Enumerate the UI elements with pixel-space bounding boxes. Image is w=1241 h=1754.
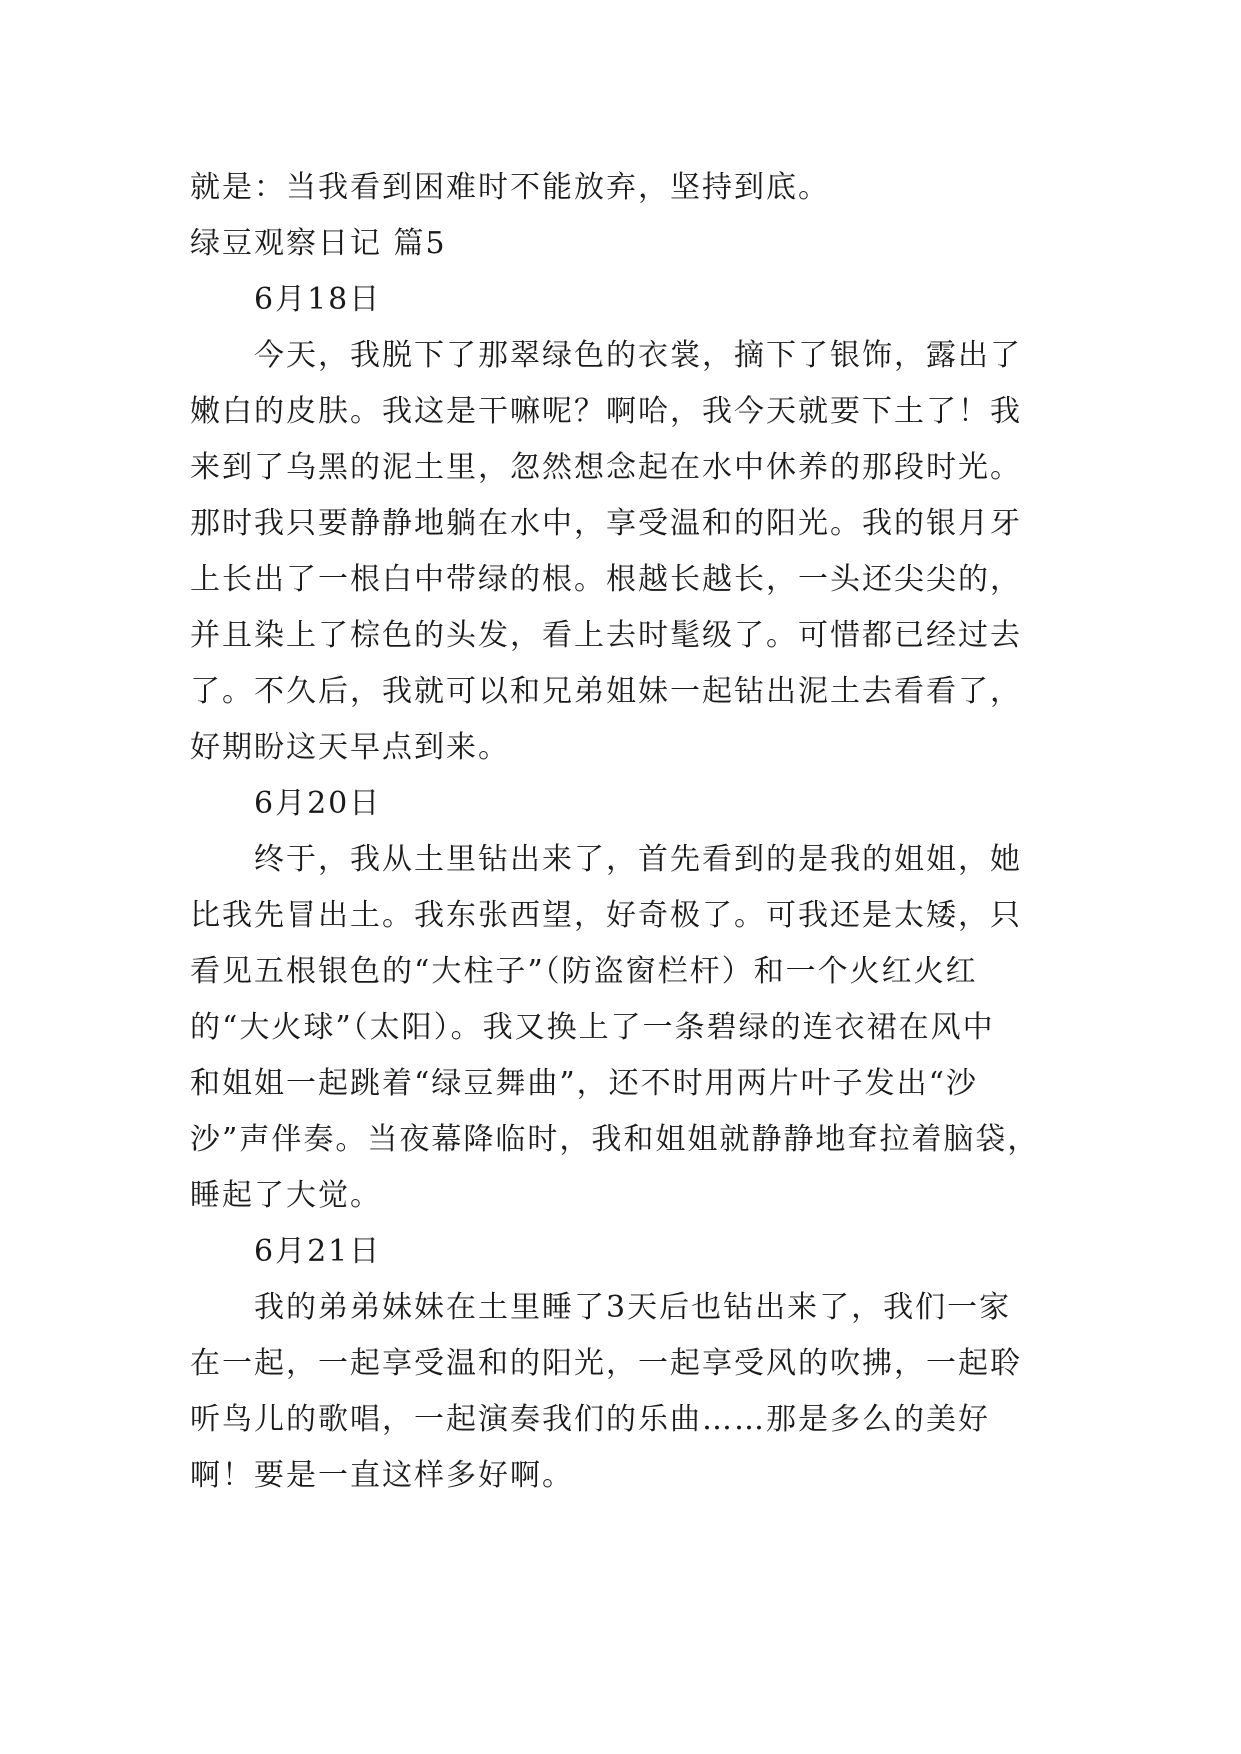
paragraph-line: 啊！要是一直这样多好啊。 — [190, 1458, 574, 1493]
paragraph-line: 终于，我从土里钻出来了，首先看到的是我的姐姐，她 — [254, 842, 1022, 877]
paragraph-line: 了。不久后，我就可以和兄弟姐妹一起钻出泥土去看看了， — [190, 674, 1022, 709]
paragraph-line: 上长出了一根白中带绿的根。根越长越长，一头还尖尖的， — [190, 562, 1022, 597]
diary-date: 6月20日 — [254, 786, 382, 821]
paragraph-line: 我的弟弟妹妹在土里睡了3天后也钻出来了，我们一家 — [254, 1290, 1012, 1325]
paragraph-line: 睡起了大觉。 — [190, 1178, 382, 1213]
paragraph-line: 那时我只要静静地躺在水中，享受温和的阳光。我的银月牙 — [190, 506, 1022, 541]
paragraph-line: 的“大火球”（太阳）。我又换上了一条碧绿的连衣裙在风中 — [190, 1010, 995, 1045]
paragraph-line: 今天，我脱下了那翠绿色的衣裳，摘下了银饰，露出了 — [254, 338, 1022, 373]
paragraph-line: 就是：当我看到困难时不能放弃，坚持到底。 — [190, 170, 830, 205]
paragraph-line: 和姐姐一起跳着“绿豆舞曲”，还不时用两片叶子发出“沙 — [190, 1066, 979, 1101]
paragraph-line: 在一起，一起享受温和的阳光，一起享受风的吹拂，一起聆 — [190, 1346, 1022, 1381]
paragraph-line: 嫩白的皮肤。我这是干嘛呢？啊哈，我今天就要下土了！我 — [190, 394, 1022, 429]
paragraph-line: 比我先冒出土。我东张西望，好奇极了。可我还是太矮，只 — [190, 898, 1022, 933]
paragraph-line: 来到了乌黑的泥土里，忽然想念起在水中休养的那段时光。 — [190, 450, 1022, 485]
section-title: 绿豆观察日记 篇5 — [190, 226, 447, 261]
paragraph-line: 看见五根银色的“大柱子”（防盗窗栏杆）和一个火红火红 — [190, 954, 978, 989]
paragraph-line: 沙”声伴奏。当夜幕降临时，我和姐姐就静静地耷拉着脑袋， — [190, 1122, 1040, 1157]
paragraph-line: 并且染上了棕色的头发，看上去时髦级了。可惜都已经过去 — [190, 618, 1022, 653]
diary-date: 6月18日 — [254, 282, 382, 317]
paragraph-line: 好期盼这天早点到来。 — [190, 730, 510, 765]
paragraph-line: 听鸟儿的歌唱，一起演奏我们的乐曲……那是多么的美好 — [190, 1402, 990, 1437]
document-body — [190, 160, 1062, 1504]
diary-date: 6月21日 — [254, 1234, 382, 1269]
